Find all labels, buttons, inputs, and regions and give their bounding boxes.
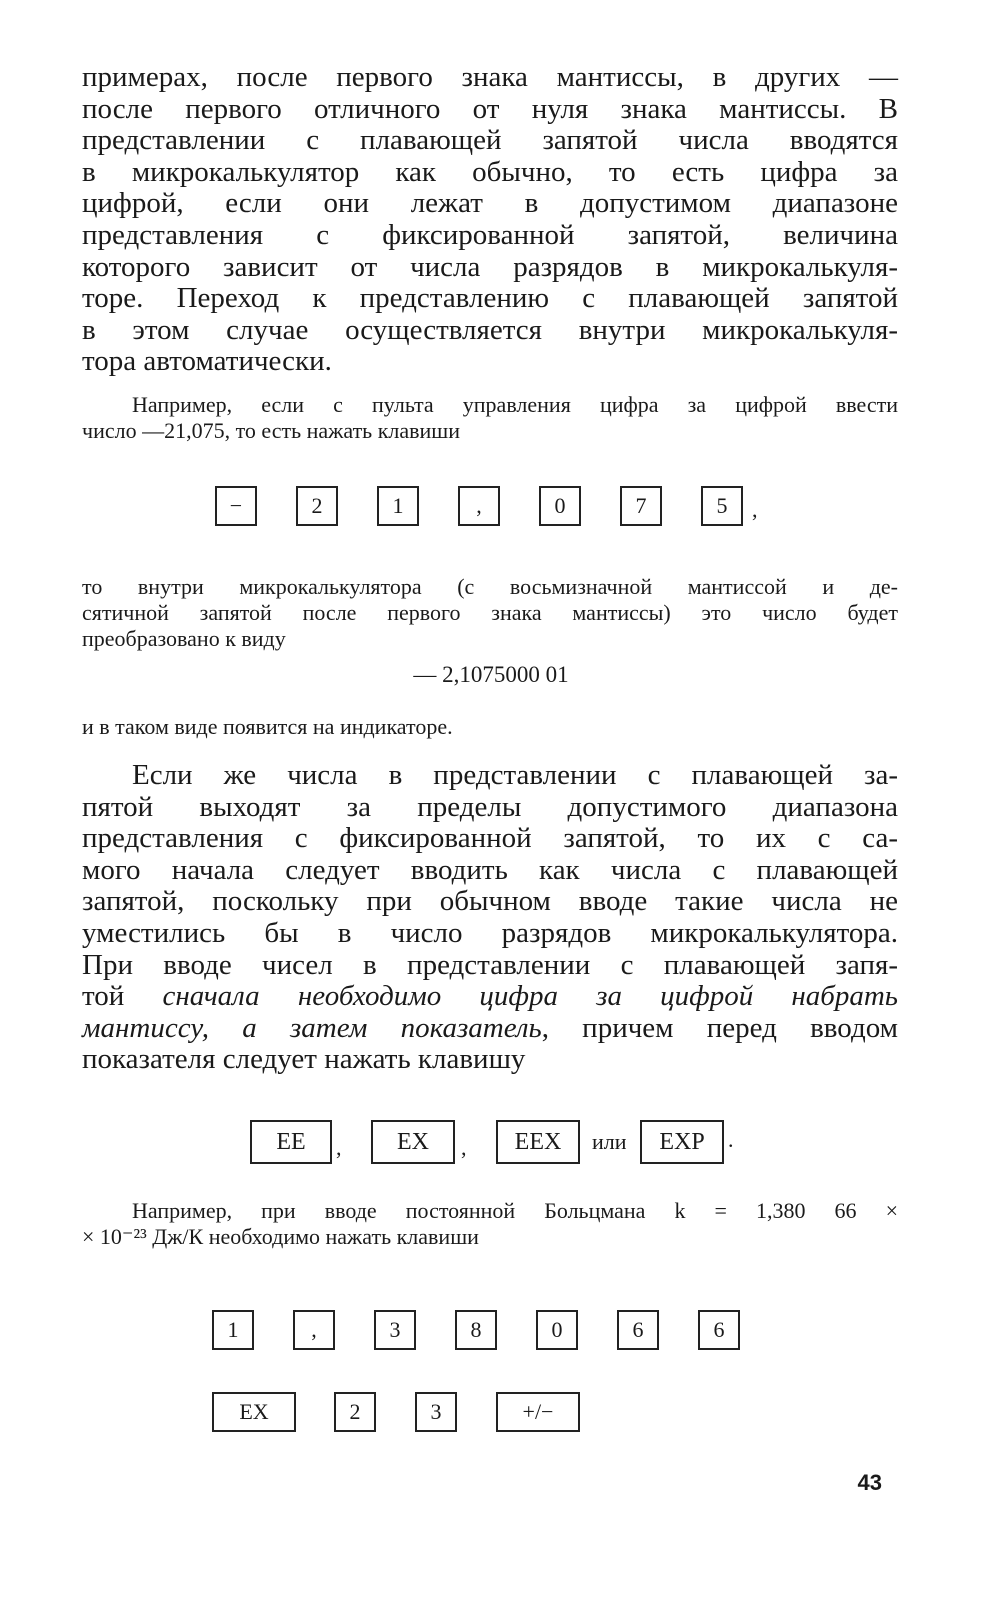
paragraph-1 bbox=[82, 62, 898, 378]
text-line: сятичной запятой после первого знака мантиссы) это число будет bbox=[82, 600, 898, 625]
key-ex: EX bbox=[212, 1392, 296, 1432]
key-sequence-2 bbox=[0, 1310, 982, 1360]
text-line: преобразовано к виду bbox=[82, 626, 286, 651]
text-line: показателя следует нажать клавишу bbox=[82, 1043, 526, 1076]
key-3: 3 bbox=[374, 1310, 416, 1350]
example-2 bbox=[82, 1198, 898, 1250]
text-line: Если же числа в представлении с плавающей за- bbox=[132, 759, 898, 791]
text-line: Например, если с пульта управления цифра за цифрой ввести bbox=[132, 392, 898, 417]
text-line: число —21,075, то есть нажать клавиши bbox=[82, 418, 461, 443]
key-sequence-1 bbox=[0, 486, 982, 536]
key-2: 2 bbox=[334, 1392, 376, 1432]
text-line: торе. Переход к представлению с плавающей запятой bbox=[82, 282, 898, 315]
text-line: уместились бы в число разрядов микрокалькулятора. bbox=[82, 916, 898, 949]
key-7: 7 bbox=[620, 486, 662, 526]
text-line: × 10⁻²³ Дж/К необходимо нажать клавиши bbox=[82, 1224, 479, 1249]
text-line: то внутри микрокалькулятора (с восьмизначной мантиссой и де- bbox=[82, 574, 898, 599]
text-line: При вводе чисел в представлении с плавающей запя- bbox=[82, 948, 898, 981]
exponent-keys bbox=[0, 1120, 982, 1166]
text-line: цифрой, если они лежат в допустимом диапазоне bbox=[82, 187, 898, 220]
text-line: Например, при вводе постоянной Больцмана k = 1,380 66 × bbox=[132, 1198, 898, 1223]
text-segment: , причем перед вводом bbox=[541, 1011, 898, 1044]
punctuation: . bbox=[728, 1127, 734, 1152]
key-8: 8 bbox=[455, 1310, 497, 1350]
key-3: 3 bbox=[415, 1392, 457, 1432]
key-sequence-3 bbox=[0, 1392, 982, 1442]
key-1: 1 bbox=[212, 1310, 254, 1350]
key-exp: EXP bbox=[640, 1120, 724, 1164]
text-line: тора автоматически. bbox=[82, 345, 332, 378]
punctuation: , bbox=[752, 497, 758, 522]
text-line: в этом случае осуществляется внутри микрокалькуля- bbox=[82, 313, 898, 346]
key-comma: , bbox=[293, 1310, 335, 1350]
or-word: или bbox=[592, 1129, 627, 1154]
key-6: 6 bbox=[698, 1310, 740, 1350]
key-6: 6 bbox=[617, 1310, 659, 1350]
key-2: 2 bbox=[296, 486, 338, 526]
key-minus: − bbox=[215, 486, 257, 526]
key-ex: EX bbox=[371, 1120, 455, 1164]
text-line: представлении с плавающей запятой числа вводятся bbox=[82, 124, 898, 157]
text-line: которого зависит от числа разрядов в микрокалькуля- bbox=[82, 250, 898, 283]
key-comma: , bbox=[458, 486, 500, 526]
text-line: представления с фиксированной запятой, то их с са- bbox=[82, 822, 898, 855]
text-line: запятой, поскольку при обычном вводе такие числа не bbox=[82, 885, 898, 918]
formula-display: — 2,1075000 01 bbox=[413, 662, 569, 687]
text-segment: той bbox=[82, 980, 163, 1013]
text-line: примерах, после первого знака мантиссы, в других — bbox=[82, 61, 898, 93]
text-line-mixed bbox=[82, 981, 898, 1013]
text-line: и в таком виде появится на индикаторе. bbox=[82, 714, 453, 739]
text-line-mixed bbox=[82, 1013, 898, 1045]
text-line: мого начала следует вводить как числа с плавающей bbox=[82, 853, 898, 886]
key-ee: EE bbox=[250, 1120, 332, 1164]
key-5: 5 bbox=[701, 486, 743, 526]
example-1-continued bbox=[82, 574, 898, 652]
punctuation: , bbox=[461, 1135, 467, 1160]
text-line: пятой выходят за пределы допустимого диапазона bbox=[82, 790, 898, 823]
punctuation: , bbox=[336, 1135, 342, 1160]
text-line: после первого отличного от нуля знака мантиссы. В bbox=[82, 92, 898, 125]
emphasis-text: мантиссу, а затем показатель bbox=[82, 1011, 542, 1044]
example-1 bbox=[82, 392, 898, 444]
text-line: представления с фиксированной запятой, величина bbox=[82, 218, 898, 251]
paragraph-2 bbox=[82, 760, 898, 1076]
key-0: 0 bbox=[536, 1310, 578, 1350]
key-plus-minus: +/− bbox=[496, 1392, 580, 1432]
emphasis-text: сначала необходимо цифра за цифрой набрать bbox=[162, 980, 898, 1013]
example-1-end bbox=[82, 714, 898, 740]
key-0: 0 bbox=[539, 486, 581, 526]
key-1: 1 bbox=[377, 486, 419, 526]
key-eex: EEX bbox=[496, 1120, 580, 1164]
page-number: 43 bbox=[857, 1470, 882, 1495]
text-line: в микрокалькулятор как обычно, то есть цифра за bbox=[82, 155, 898, 188]
